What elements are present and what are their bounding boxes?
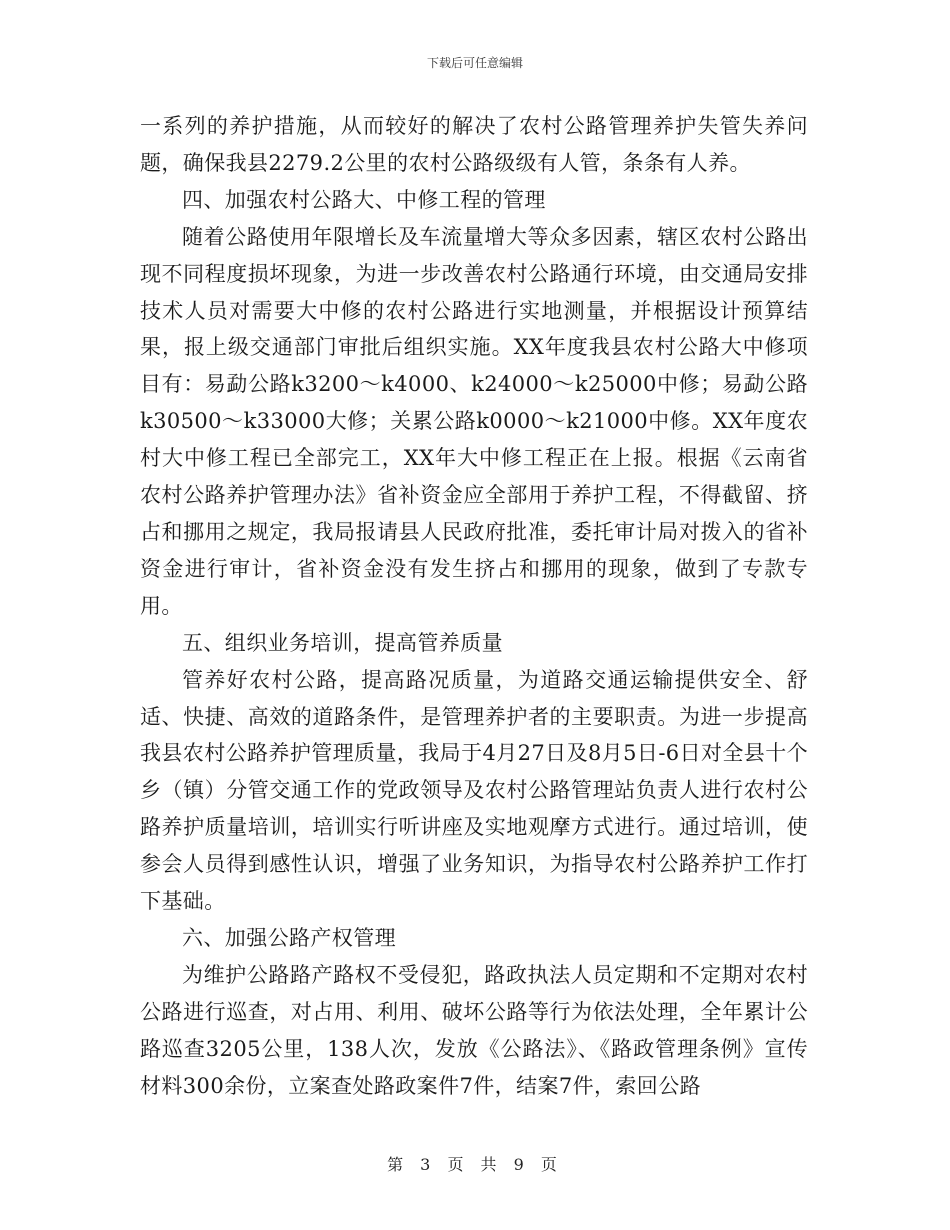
paragraph-continuation: 一系列的养护措施，从而较好的解决了农村公路管理养护失管失养问题，确保我县2279.2公里的农村公路级级有人管，条条有人养。: [140, 114, 808, 175]
paragraph-training: 管养好农村公路，提高路况质量，为道路交通运输提供安全、舒适、快捷、高效的道路条件，是管理养护者的主要职责。为进一步提高我县农村公路养护管理质量，我局于4月27日及8月5日-6日对全县十个乡（镇）分管交通工作的党政领导及农村公路管理站负责人进行农村公路养护质量培训，培训实行听讲座及实地观摩方式进行。通过培训，使参会人员得到感性认识，增强了业务知识，为指导农村公路养护工作打下基础。: [140, 667, 808, 914]
section-heading-5: 五、组织业务培训，提高管养质量: [182, 630, 503, 655]
paragraph-repair-projects: 随着公路使用年限增长及车流量增大等众多因素，辖区农村公路出现不同程度损坏现象，为进一步改善农村公路通行环境，由交通局安排技术人员对需要大中修的农村公路进行实地测量，并根据设计预算结果，报上级交通部门审批后组织实施。XX年度我县农村公路大中修项目有：易勐公路k3200～k4000、k24000～k25000中修；易勐公路k30500～k33000大修；关累公路k0000～k21000中修。XX年度农村大中修工程已全部完工，XX年大中修工程正在上报。根据《云南省农村公路养护管理办法》省补资金应全部用于养护工程，不得截留、挤占和挪用之规定，我局报请县人民政府批准，委托审计局对拨入的省补资金进行审计，省补资金没有发生挤占和挪用的现象，做到了专款专用。: [140, 224, 808, 618]
section-heading-6: 六、加强公路产权管理: [182, 925, 396, 950]
page-header-note: 下载后可任意编辑: [426, 56, 523, 70]
section-heading-4: 四、加强农村公路大、中修工程的管理: [182, 187, 546, 212]
document-body: [140, 108, 808, 1104]
paragraph-property-rights: 为维护公路路产路权不受侵犯，路政执法人员定期和不定期对农村公路进行巡查，对占用、利用、破坏公路等行为依法处理，全年累计公路巡查3205公里，138人次，发放《公路法》、《路政管理条例》宣传材料300余份，立案查处路政案件7件，结案7件，索回公路: [140, 962, 808, 1098]
page-number-footer: 第 3 页 共 9 页: [387, 1155, 563, 1174]
